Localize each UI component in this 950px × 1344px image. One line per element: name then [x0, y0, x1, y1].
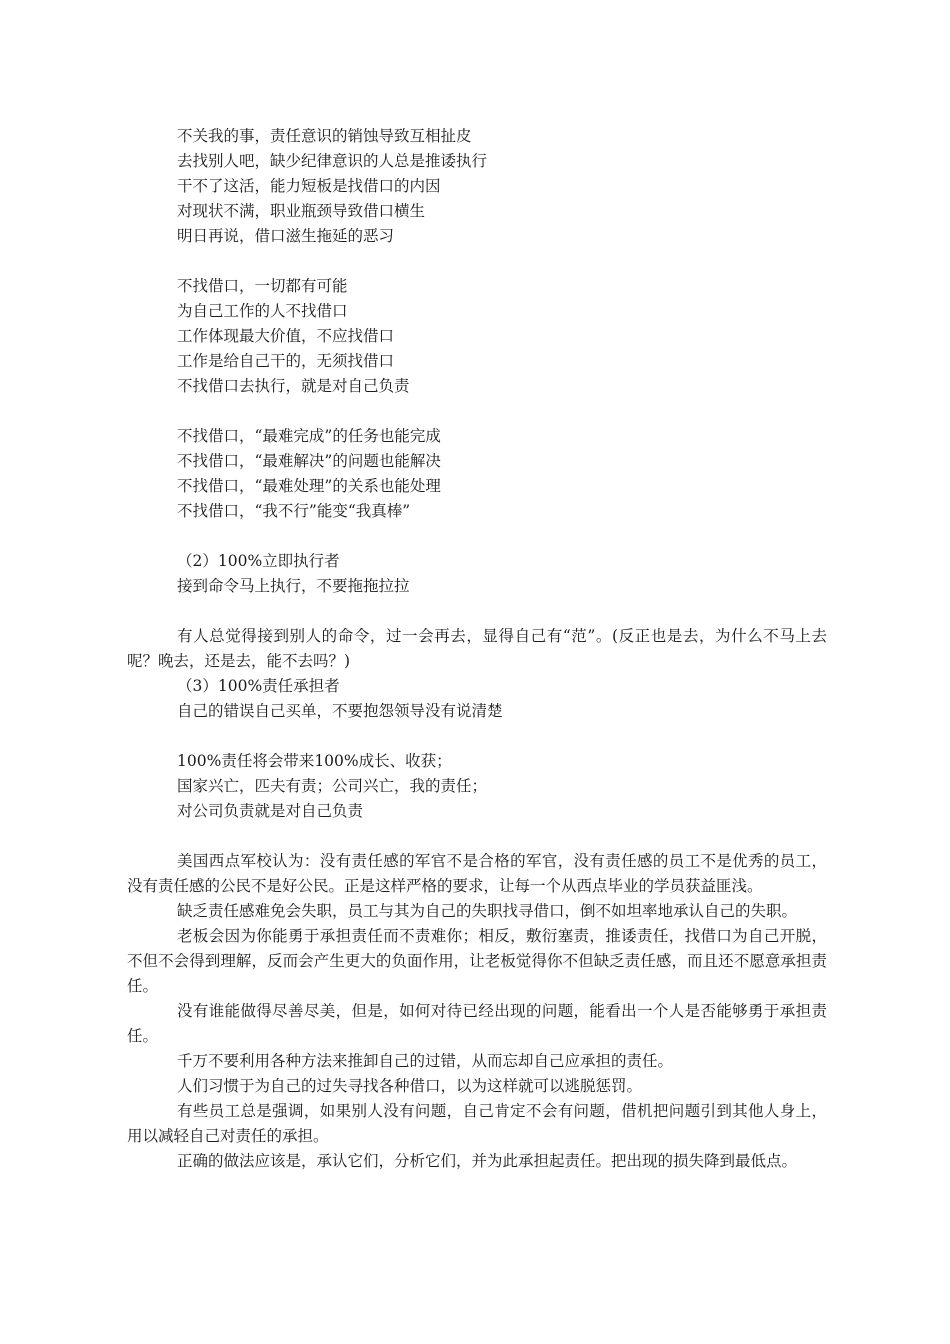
- paragraph: 没有谁能做得尽善尽美，但是，如何对待已经出现的问题，能看出一个人是否能够勇于承担责任。: [127, 1002, 827, 1045]
- text-line: 不找借口，“最难处理”的关系也能处理: [177, 477, 441, 495]
- text-line: 不找借口，一切都有可能: [177, 277, 348, 295]
- text-line: 干不了这活，能力短板是找借口的内因: [177, 177, 441, 195]
- blank-line: [127, 599, 827, 624]
- text-line: 工作是给自己干的，无须找借口: [177, 352, 395, 370]
- blank-line: [127, 399, 827, 424]
- paragraph: 有人总觉得接到别人的命令，过一会再去，显得自己有“范”。(反正也是去，为什么不马上去呢？晚去，还是去，能不去吗？): [127, 627, 827, 670]
- blank-line: [127, 824, 827, 849]
- blank-line: [127, 524, 827, 549]
- text-line: 不找借口，“我不行”能变“我真棒”: [177, 502, 411, 520]
- text-line: （2）100%立即执行者: [177, 552, 340, 570]
- text-line: 不找借口去执行，就是对自己负责: [177, 377, 410, 395]
- paragraph: 有些员工总是强调，如果别人没有问题，自己肯定不会有问题，借机把问题引到其他人身上，用以减轻自己对责任的承担。: [127, 1102, 827, 1145]
- text-line: 接到命令马上执行，不要拖拖拉拉: [177, 577, 410, 595]
- paragraph: 缺乏责任感难免会失职，员工与其为自己的失职找寻借口，倒不如坦率地承认自己的失职。: [177, 902, 798, 920]
- text-line: 不关我的事，责任意识的销蚀导致互相扯皮: [177, 127, 472, 145]
- blank-line: [127, 724, 827, 749]
- text-line: 工作体现最大价值，不应找借口: [177, 327, 395, 345]
- text-line: （3）100%责任承担者: [177, 677, 340, 695]
- blank-line: [127, 249, 827, 274]
- paragraph: 老板会因为你能勇于承担责任而不责难你；相反，敷衍塞责，推诿责任，找借口为自己开脱，不但不会得到理解，反而会产生更大的负面作用，让老板觉得你不但缺乏责任感，而且还不愿意承担责任。: [127, 927, 827, 995]
- document-body: [127, 124, 827, 1174]
- text-line: 去找别人吧，缺少纪律意识的人总是推诿执行: [177, 152, 488, 170]
- paragraph: 千万不要利用各种方法来推卸自己的过错，从而忘却自己应承担的责任。: [177, 1052, 674, 1070]
- text-line: 对现状不满，职业瓶颈导致借口横生: [177, 202, 426, 220]
- paragraph: 正确的做法应该是，承认它们，分析它们，并为此承担起责任。把出现的损失降到最低点。: [177, 1152, 798, 1170]
- text-line: 明日再说，借口滋生拖延的恶习: [177, 227, 395, 245]
- text-line: 不找借口，“最难完成”的任务也能完成: [177, 427, 441, 445]
- text-line: 不找借口，“最难解决”的问题也能解决: [177, 452, 441, 470]
- text-line: 对公司负责就是对自己负责: [177, 802, 364, 820]
- paragraph: 人们习惯于为自己的过失寻找各种借口，以为这样就可以逃脱惩罚。: [177, 1077, 643, 1095]
- text-line: 自己的错误自己买单，不要抱怨领导没有说清楚: [177, 702, 503, 720]
- text-line: 国家兴亡，匹夫有责；公司兴亡，我的责任；: [177, 777, 488, 795]
- text-line: 100%责任将会带来100%成长、收获；: [177, 752, 452, 770]
- text-line: 为自己工作的人不找借口: [177, 302, 348, 320]
- paragraph: 美国西点军校认为：没有责任感的军官不是合格的军官，没有责任感的员工不是优秀的员工，没有责任感的公民不是好公民。正是这样严格的要求，让每一个从西点毕业的学员获益匪浅。: [127, 852, 827, 895]
